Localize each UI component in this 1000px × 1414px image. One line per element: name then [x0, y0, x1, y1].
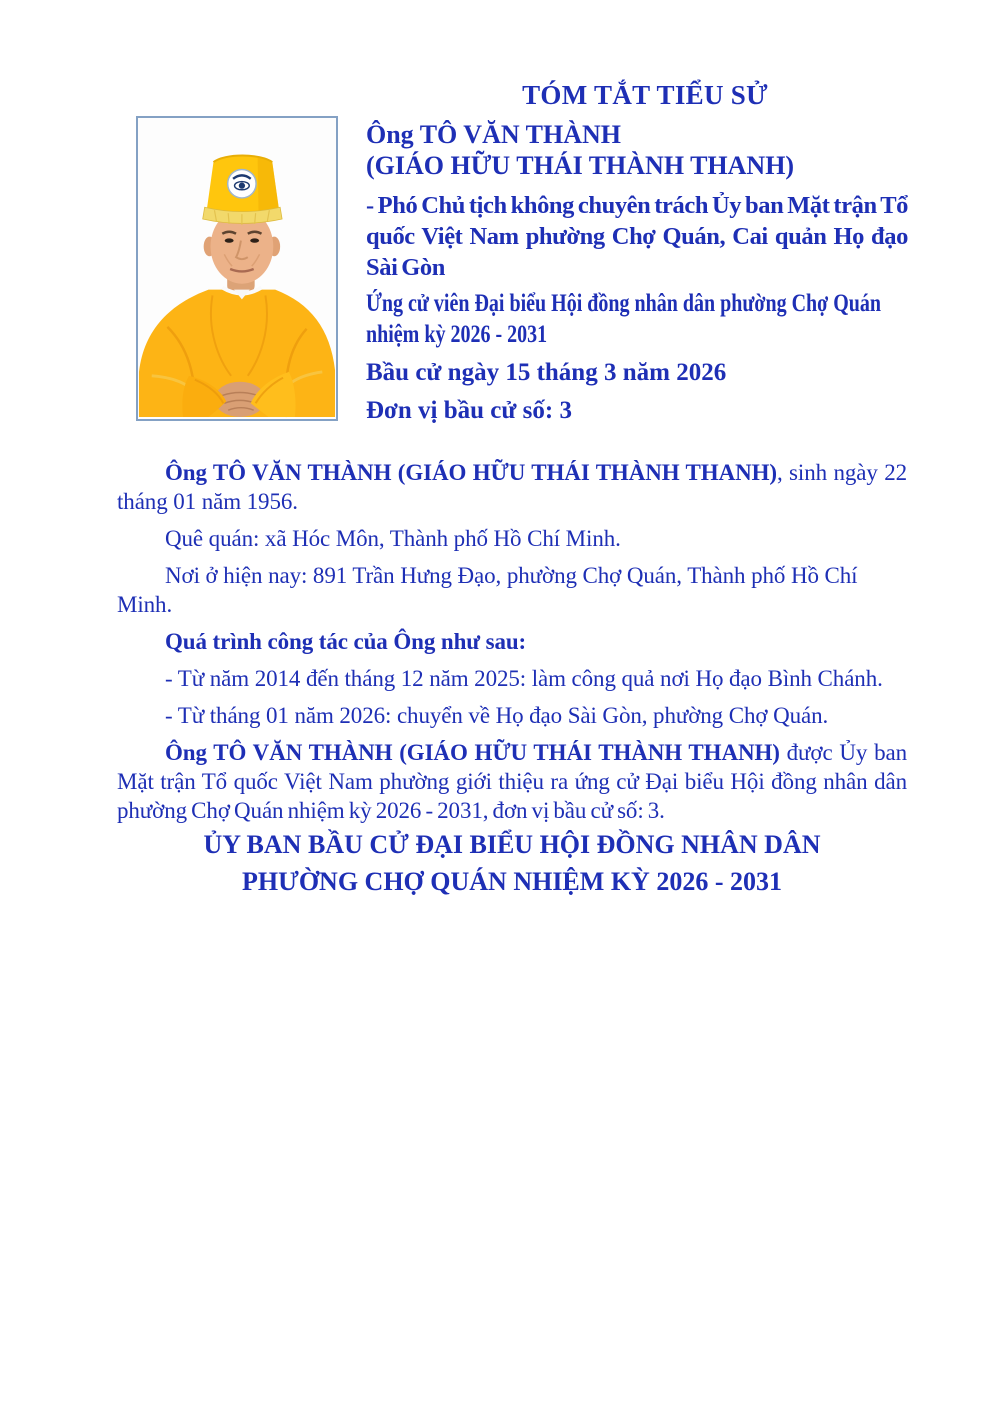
- bio-hometown: Quê quán: xã Hóc Môn, Thành phố Hồ Chí Minh.: [165, 526, 621, 551]
- biography-section: [117, 458, 907, 833]
- bio-career-heading: Quá trình công tác của Ông như sau:: [165, 629, 527, 654]
- candidate-photo: [136, 116, 338, 421]
- bio-intro-name: Ông TÔ VĂN THÀNH (GIÁO HỮU THÁI THÀNH THANH): [165, 460, 777, 485]
- footer-line-2: PHƯỜNG CHỢ QUÁN NHIỆM KỲ 2026 - 2031: [242, 867, 782, 896]
- bio-intro-paragraph: [117, 458, 907, 516]
- candidate-name: Ông TÔ VĂN THÀNH: [366, 120, 622, 149]
- election-committee-footer: [117, 826, 907, 900]
- election-date: Bầu cử ngày 15 tháng 3 năm 2026: [366, 359, 727, 386]
- bio-nomination-rest: được Ủy ban Mặt trận Tổ quốc Việt Nam phường giới thiệu ra ứng cử Đại biểu Hội đồng nhân dân phường Chợ Quán nhiệm kỳ 2026 - 2031, đơn vị bầu cử số: 3.: [117, 740, 907, 823]
- bio-residence: Nơi ở hiện nay: 891 Trần Hưng Đạo, phường Chợ Quán, Thành phố Hồ Chí Minh.: [117, 563, 858, 617]
- page-title: TÓM TẮT TIỂU SỬ: [522, 80, 768, 110]
- religious-title: (GIÁO HỮU THÁI THÀNH THANH): [366, 151, 795, 180]
- candidate-portrait-illustration: [138, 118, 336, 419]
- divine-eye-icon: [228, 170, 256, 198]
- position-description: - Phó Chủ tịch không chuyên trách Ủy ban Mặt trận Tổ quốc Việt Nam phường Chợ Quán, Cai quản Họ đạo Sài Gòn: [366, 192, 908, 281]
- election-unit: Đơn vị bầu cử số: 3: [366, 397, 572, 424]
- bio-intro-rest: , sinh ngày 22 tháng 01 năm 1956.: [117, 460, 907, 514]
- bio-career-item: - Từ tháng 01 năm 2026: chuyển về Họ đạo Sài Gòn, phường Chợ Quán.: [165, 703, 829, 728]
- footer-line-1: ỦY BAN BẦU CỬ ĐẠI BIỂU HỘI ĐỒNG NHÂN DÂN: [203, 830, 821, 859]
- candidate-info-block: [366, 119, 908, 426]
- bio-nomination-name: Ông TÔ VĂN THÀNH (GIÁO HỮU THÁI THÀNH THANH): [165, 740, 780, 765]
- bio-nomination-paragraph: [117, 738, 907, 825]
- candidacy-statement: Ứng cử viên Đại biểu Hội đồng nhân dân phường Chợ Quán nhiệm kỳ 2026 - 2031: [366, 290, 882, 348]
- bio-career-item: - Từ năm 2014 đến tháng 12 năm 2025: làm công quả nơi Họ đạo Bình Chánh.: [165, 666, 883, 691]
